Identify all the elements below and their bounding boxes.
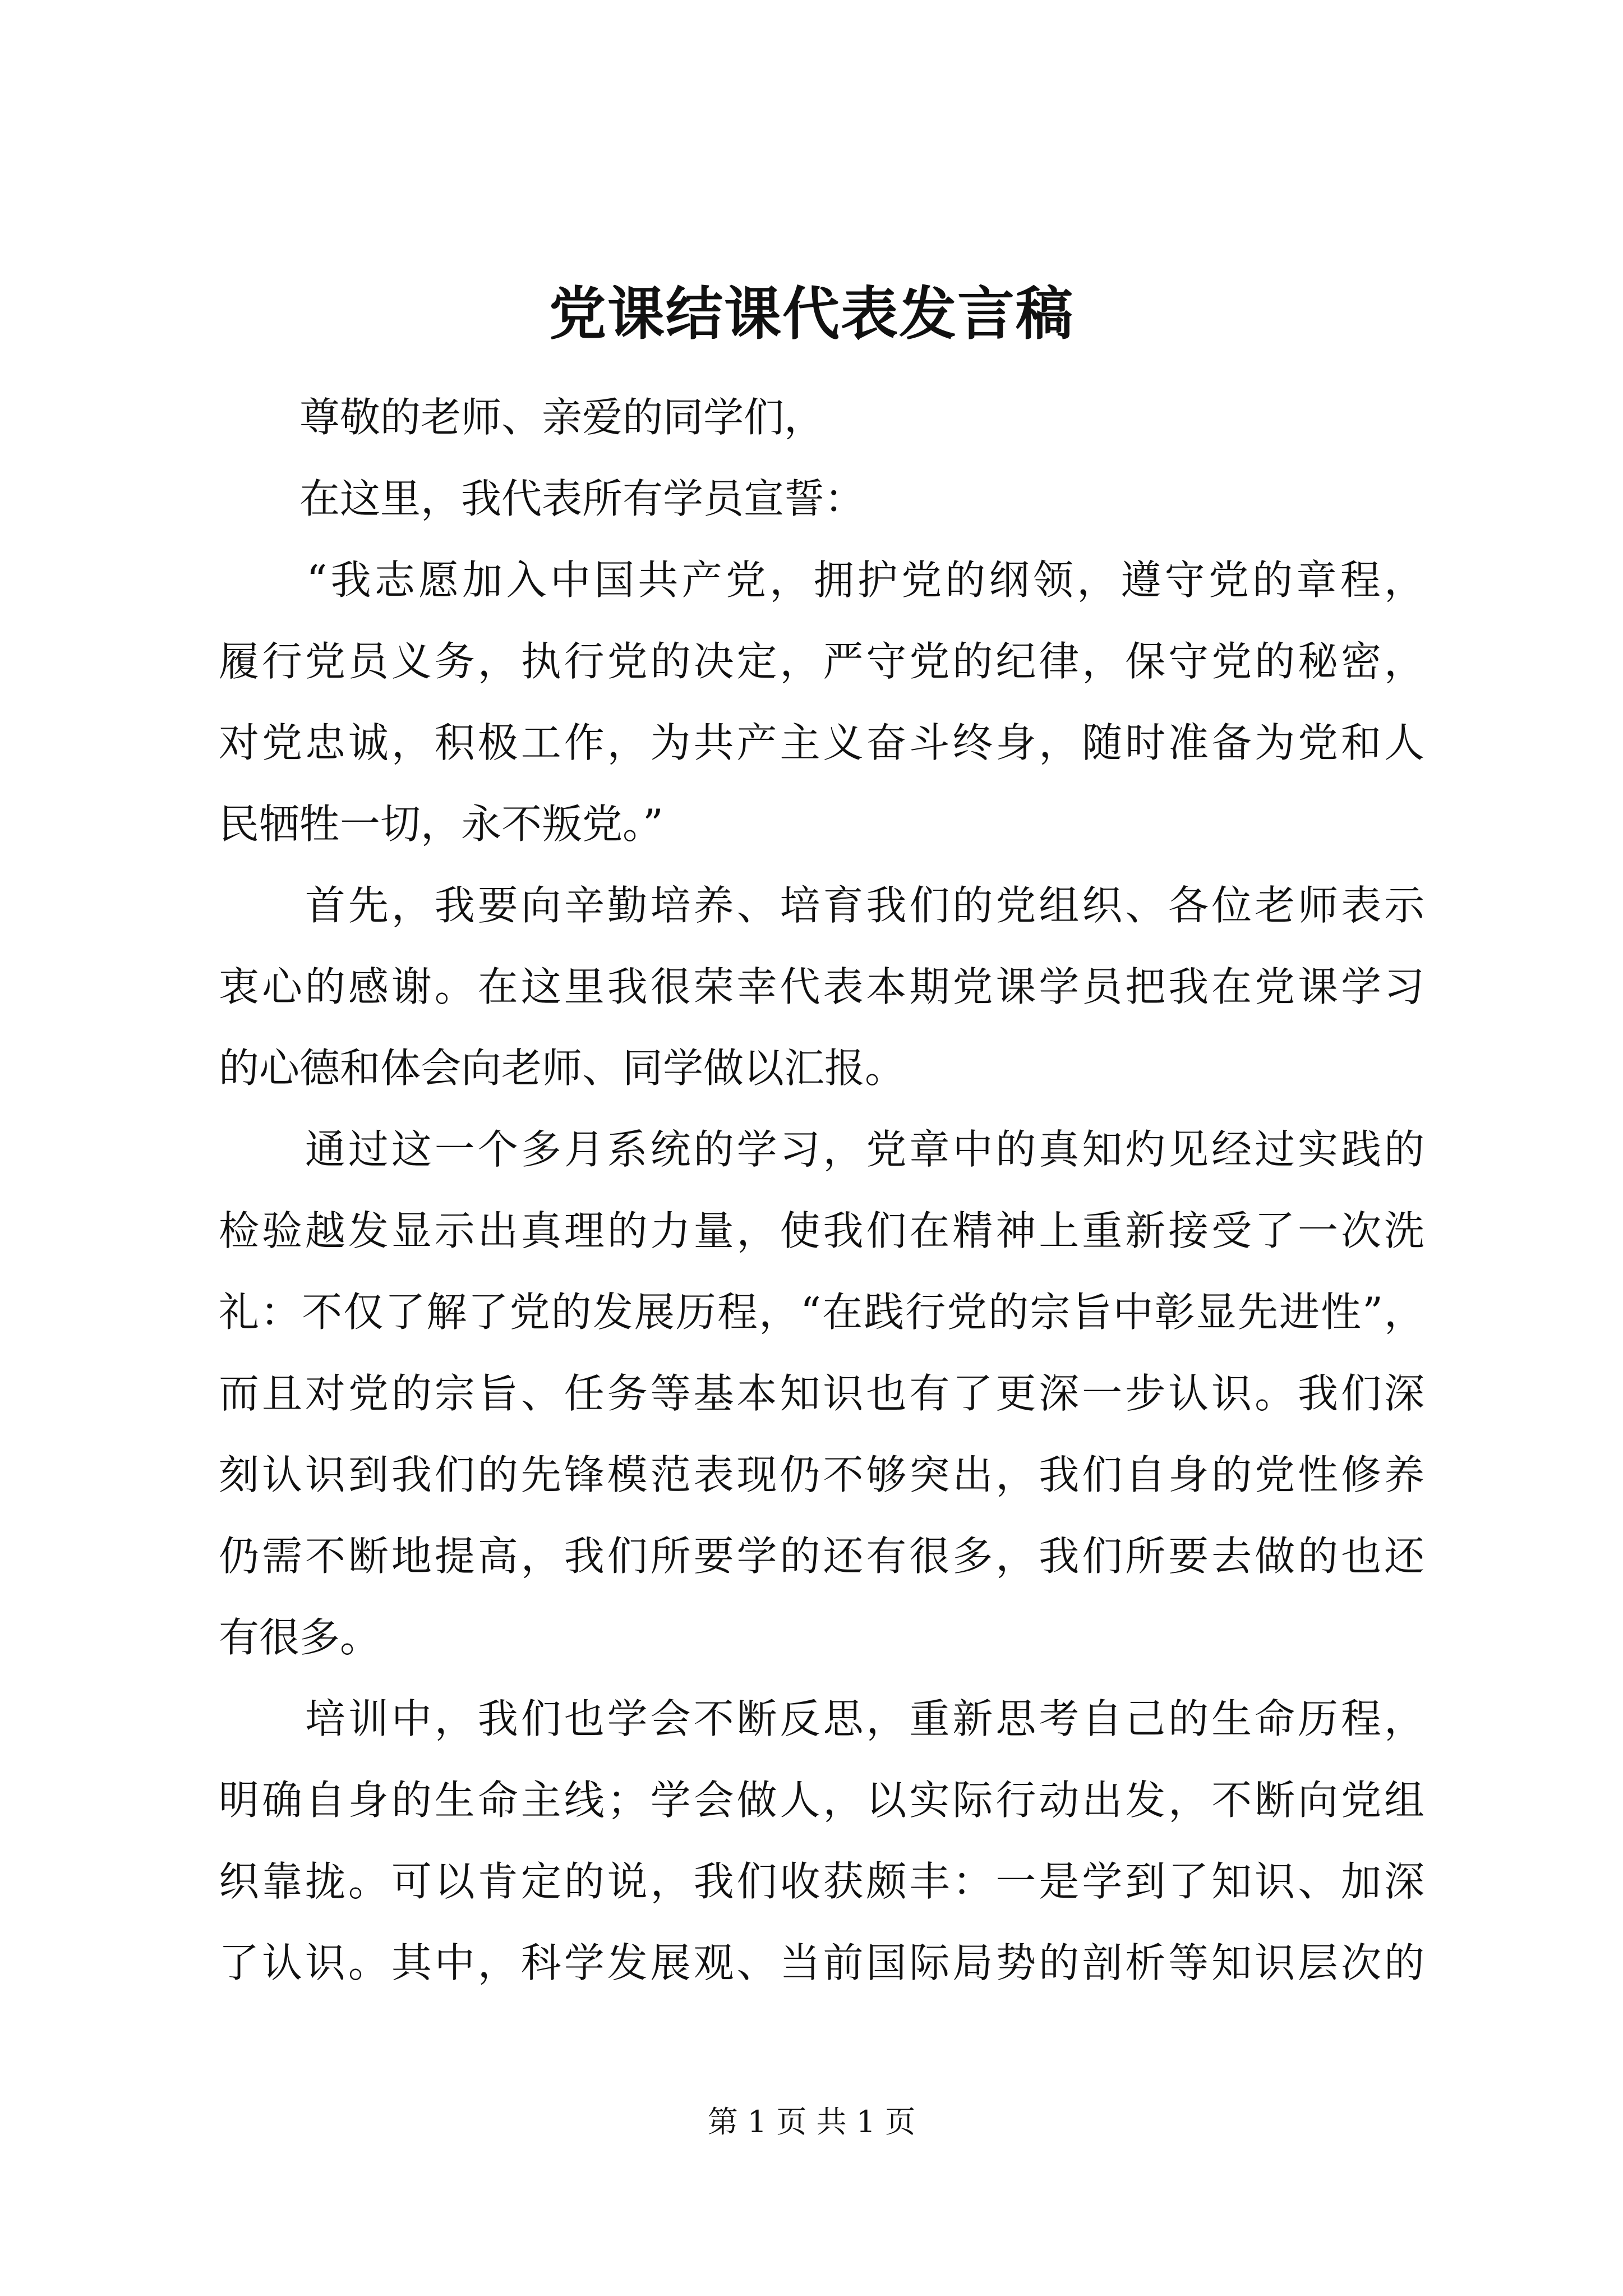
body-line: 尊敬的老师、亲爱的同学们， bbox=[219, 394, 825, 441]
body-line: 刻认识到我们的先锋模范表现仍不够突出，我们自身的党性修养 bbox=[219, 1451, 1424, 1498]
body-line: 检验越发显示出真理的力量，使我们在精神上重新接受了一次洗 bbox=[219, 1207, 1424, 1254]
body-line: 了认识。其中，科学发展观、当前国际局势的剖析等知识层次的 bbox=[219, 1939, 1424, 1986]
body-line: 仍需不断地提高，我们所要学的还有很多，我们所要去做的也还 bbox=[219, 1533, 1424, 1580]
body-line: 首先，我要向辛勤培养、培育我们的党组织、各位老师表示 bbox=[219, 882, 1424, 929]
body-line: 明确自身的生命主线；学会做人，以实际行动出发，不断向党组 bbox=[219, 1777, 1424, 1824]
body-line: 而且对党的宗旨、任务等基本知识也有了更深一步认识。我们深 bbox=[219, 1370, 1424, 1417]
body-line: 履行党员义务，执行党的决定，严守党的纪律，保守党的秘密， bbox=[219, 638, 1424, 685]
body-line: 衷心的感谢。在这里我很荣幸代表本期党课学员把我在党课学习 bbox=[219, 963, 1424, 1010]
body-line: 培训中，我们也学会不断反思，重新思考自己的生命历程， bbox=[219, 1695, 1424, 1742]
body-line: 民牺牲一切，永不叛党。” bbox=[219, 800, 663, 848]
body-line: 对党忠诚，积极工作，为共产主义奋斗终身，随时准备为党和人 bbox=[219, 719, 1424, 766]
document-body bbox=[219, 377, 1424, 2004]
body-line: 的心德和体会向老师、同学做以汇报。 bbox=[219, 1045, 906, 1092]
body-line: 织靠拢。可以肯定的说，我们收获颇丰：一是学到了知识、加深 bbox=[219, 1858, 1424, 1905]
body-line: 通过这一个多月系统的学习，党章中的真知灼见经过实践的 bbox=[219, 1126, 1424, 1173]
body-line: “我志愿加入中国共产党，拥护党的纲领，遵守党的章程， bbox=[219, 556, 1424, 604]
body-line: 在这里，我代表所有学员宣誓： bbox=[219, 475, 865, 522]
page-footer: 第 1 页 共 1 页 bbox=[707, 2104, 916, 2139]
body-line: 有很多。 bbox=[219, 1614, 381, 1661]
document-title: 党课结课代表发言稿 bbox=[549, 280, 1074, 348]
body-line: 礼：不仅了解了党的发展历程，“在践行党的宗旨中彰显先进性”， bbox=[219, 1289, 1424, 1336]
